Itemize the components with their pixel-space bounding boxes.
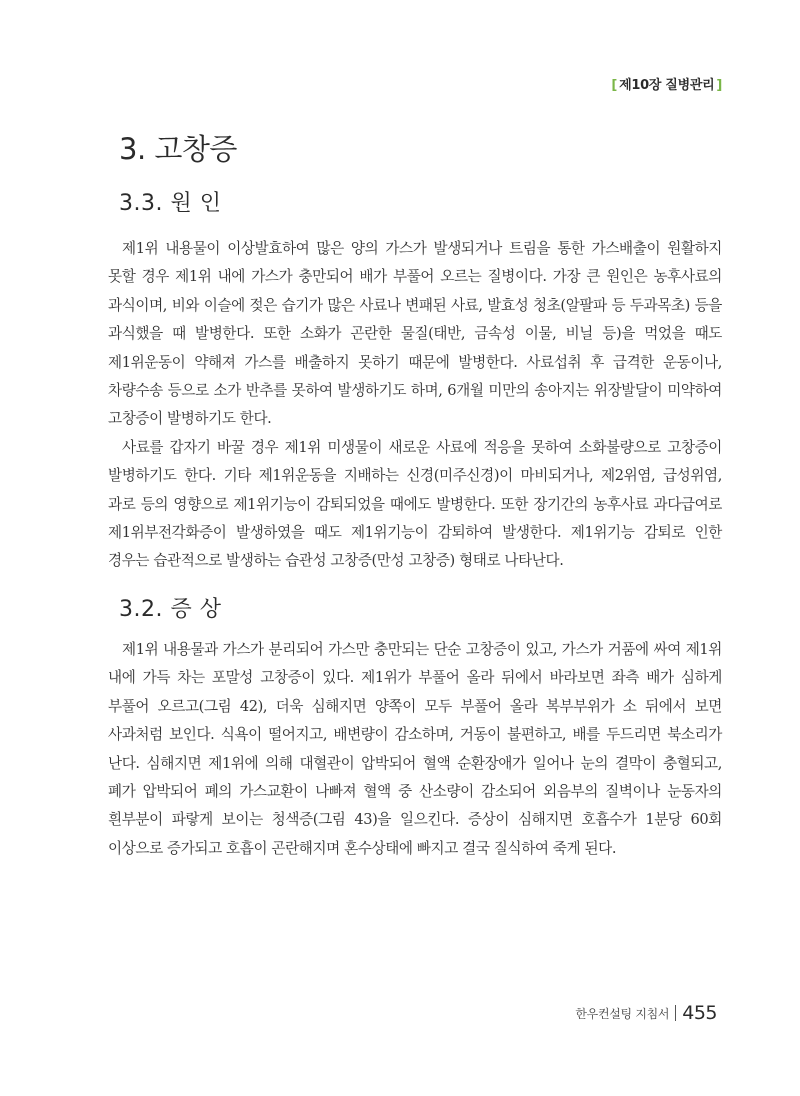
cause-body [108, 235, 722, 576]
chapter-label: 제10장 질병관리 [619, 78, 715, 93]
page-number: 455 [682, 1002, 717, 1024]
symptoms-body [108, 636, 722, 863]
cause-paragraph-2: 사료를 갑자기 바꿀 경우 제1위 미생물이 새로운 사료에 적응을 못하여 소화불량으로 고창증이 발병하기도 한다. 기타 제1위운동을 지배하는 신경(미주신경)이 마비되거나, 제2위염, 급성위염, 과로 등의 영향으로 제1위기능이 감퇴되었을 때에도 발병한다. 또한 장기간의 농후사료 과다급여로 제1위부전각화증이 발생하였을 때도 제1위기능이 감퇴하여 발생한다. 제1위기능 감퇴로 인한 경우는 습관적으로 발생하는 습관성 고창증(만성 고창증) 형태로 나타난다. [108, 438, 722, 570]
footer-divider [675, 1005, 676, 1021]
bracket-right-icon: ] [716, 78, 722, 93]
page-footer [575, 1002, 717, 1024]
chapter-header [609, 74, 724, 93]
section-title: 3. 고창증 [119, 132, 237, 166]
footer-book-title: 한우컨설팅 지침서 [575, 1006, 670, 1021]
cause-paragraph-1: 제1위 내용물이 이상발효하여 많은 양의 가스가 발생되거나 트림을 통한 가스배출이 원활하지 못할 경우 제1위 내에 가스가 충만되어 배가 부풀어 오르는 질병이다. 가장 큰 원인은 농후사료의 과식이며, 비와 이슬에 젖은 습기가 많은 사료나 변패된 사료, 발효성 청초(알팔파 등 두과목초) 등을 과식했을 때 발병한다. 또한 소화가 곤란한 물질(태반, 금속성 이물, 비닐 등)을 먹었을 때도 제1위운동이 약해져 가스를 배출하지 못하기 때문에 발병한다. 사료섭취 후 급격한 운동이나, 차량수송 등으로 소가 반추를 못하여 발생하기도 하며, 6개월 미만의 송아지는 위장발달이 미약하여 고창증이 발병하기도 한다. [108, 240, 722, 428]
subsection-title-cause: 3.3. 원 인 [119, 191, 222, 216]
symptoms-paragraph-1: 제1위 내용물과 가스가 분리되어 가스만 충만되는 단순 고창증이 있고, 가스가 거품에 싸여 제1위 내에 가득 차는 포말성 고창증이 있다. 제1위가 부풀어 올라 뒤에서 바라보면 좌측 배가 심하게 부풀어 오르고(그림 42), 더욱 심해지면 양쪽이 모두 부풀어 올라 복부부위가 소 뒤에서 보면 사과처럼 보인다. 식욕이 떨어지고, 배변량이 감소하며, 거동이 불편하고, 배를 두드리면 북소리가 난다. 심해지면 제1위에 의해 대혈관이 압박되어 혈액 순환장애가 일어나 눈의 결막이 충혈되고, 폐가 압박되어 폐의 가스교환이 나빠져 혈액 중 산소량이 감소되어 외음부의 질벽이나 눈동자의 흰부분이 파랗게 보이는 청색증(그림 43)을 일으킨다. 증상이 심해지면 호흡수가 1분당 60회 이상으로 증가되고 호흡이 곤란해지며 혼수상태에 빠지고 결국 질식하여 죽게 된다. [108, 641, 722, 857]
bracket-left-icon: [ [611, 78, 618, 93]
subsection-title-symptoms: 3.2. 증 상 [119, 597, 222, 622]
